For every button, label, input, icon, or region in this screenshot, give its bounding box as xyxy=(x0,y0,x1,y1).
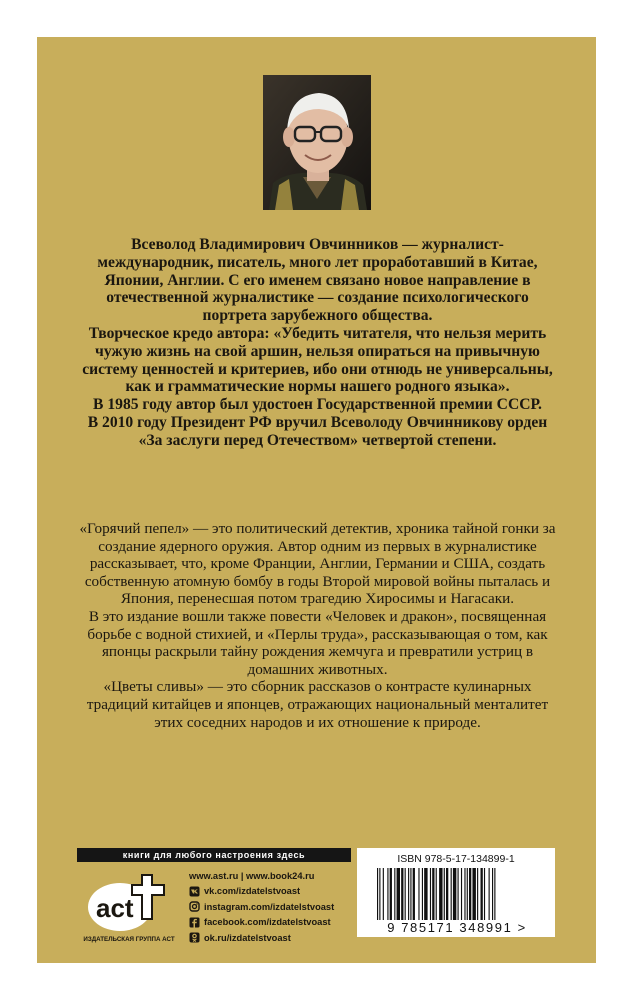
barcode-bar xyxy=(436,868,437,920)
barcode-bar xyxy=(397,868,400,920)
barcode-bar xyxy=(439,868,442,920)
author-biography xyxy=(77,236,558,450)
bio-paragraph: Всеволод Владимирович Овчинников — журналист-международник, писатель, много лет проработавший в Китае, Японии, Англии. С его именем связано новое направление в отечественной журналистике — создание психологического портрета зарубежного общества. xyxy=(97,236,538,325)
ok-icon xyxy=(189,932,200,943)
barcode-bar xyxy=(387,868,388,920)
barcode-bar xyxy=(451,868,452,920)
vk-icon xyxy=(189,886,200,897)
barcode-image xyxy=(375,868,539,920)
ok-link[interactable]: ok.ru/izdatelstvoast xyxy=(189,930,334,946)
instagram-link[interactable]: instagram.com/izdatelstvoast xyxy=(189,899,334,915)
barcode-bar xyxy=(430,868,431,920)
description-paragraph: В это издание вошли также повести «Человек и дракон», посвященная борьбе с водной стихией, и «Перлы труда», рассказывающая о том, как японцы раскрыли тайну рождения жемчуга и превратили устриц в домашних животных. xyxy=(87,607,548,678)
barcode-bar xyxy=(377,868,378,920)
websites-link[interactable]: www.ast.ru | www.book24.ru xyxy=(189,870,315,881)
barcode-bar xyxy=(424,868,427,920)
barcode-number: 9 785171 348991 > xyxy=(387,920,527,935)
logo-text: act xyxy=(96,893,134,923)
barcode-bar xyxy=(467,868,468,920)
facebook-link[interactable]: facebook.com/izdatelstvoast xyxy=(189,915,334,931)
description-paragraph: «Цветы сливы» — это сборник рассказов о контрасте кулинарных традиций китайцев и японцев, отражающих национальный менталитет этих соседних народов и их отношение к природе. xyxy=(86,678,549,731)
barcode-bar xyxy=(394,868,395,920)
barcode-bar xyxy=(494,868,495,920)
bio-paragraph: В 1985 году автор был удостоен Государственной премии СССР. xyxy=(93,396,542,414)
description-paragraph: «Горячий пепел» — это политический детектив, хроника тайной гонки за создание ядерного оружия. Автор одним из первых в журналистике рассказывает, что, кроме Франции, Англии, Германии и США, создать собственную атомную бомбу в годы Второй мировой войны пыталась и Япония, перенесшая потом трагедию Хиросимы и Нагасаки. xyxy=(79,520,556,608)
book-description xyxy=(77,520,558,731)
instagram-icon xyxy=(189,901,200,912)
bio-paragraph: В 2010 году Президент РФ вручил Всеволоду Овчинникову орден «За заслуги перед Отечеством» четвертой степени. xyxy=(87,413,548,449)
author-portrait-image xyxy=(263,75,371,210)
barcode-bar xyxy=(453,868,456,920)
isbn-label: ISBN 978-5-17-134899-1 xyxy=(397,853,515,865)
publisher-links xyxy=(189,868,334,946)
barcode-bar xyxy=(492,868,493,920)
barcode-bar xyxy=(408,868,409,920)
barcode-bar xyxy=(418,868,419,920)
barcode-bar xyxy=(461,868,462,920)
barcode-bar xyxy=(405,868,406,920)
barcode-bar xyxy=(469,868,471,920)
author-photo xyxy=(263,75,371,210)
ast-logo-icon xyxy=(86,867,172,937)
barcode-bar xyxy=(379,868,380,920)
barcode-bar xyxy=(413,868,415,920)
barcode-bar xyxy=(401,868,403,920)
publisher-caption: ИЗДАТЕЛЬСКАЯ ГРУППА АСТ xyxy=(83,936,175,943)
barcode-bar xyxy=(489,868,490,920)
barcode-bar xyxy=(383,868,384,920)
barcode-bar xyxy=(432,868,434,920)
barcode-bar xyxy=(481,868,483,920)
slogan-banner: книги для любого настроения здесь xyxy=(77,848,351,862)
vk-link[interactable]: vk.com/izdatelstvoast xyxy=(189,884,334,900)
barcode-bar xyxy=(472,868,475,920)
barcode-bar xyxy=(444,868,445,920)
barcode-bar xyxy=(422,868,423,920)
barcode-bar xyxy=(484,868,485,920)
facebook-icon xyxy=(189,917,200,928)
barcode-panel xyxy=(357,848,555,937)
barcode-bar xyxy=(464,868,465,920)
bio-paragraph: Творческое кредо автора: «Убедить читателя, что нельзя мерить чужую жизнь на свой аршин, нельзя опираться на привычную систему ценностей и критериев, ибо они отнюдь не универсальны, как и грамматические нормы нашего родного языка». xyxy=(82,324,553,396)
barcode-bar xyxy=(458,868,459,920)
barcode-bar xyxy=(446,868,448,920)
barcode-bar xyxy=(390,868,392,920)
barcode-bar xyxy=(410,868,411,920)
barcode-bar xyxy=(477,868,478,920)
